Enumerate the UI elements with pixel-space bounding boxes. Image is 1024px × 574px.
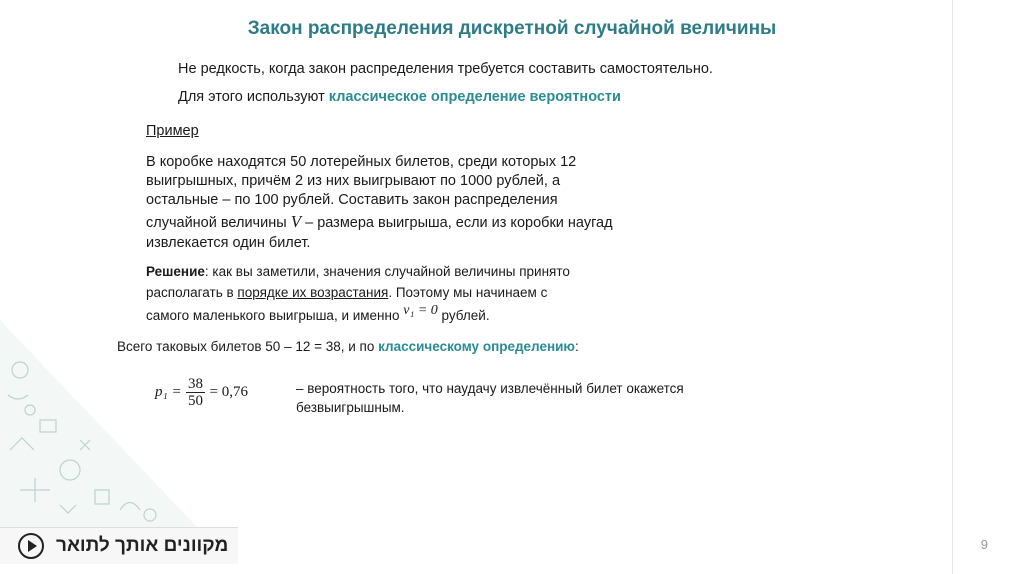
v1-equals-zero: v₁ = 0 [403, 303, 438, 318]
formula-rhs: = 0,76 [209, 384, 248, 400]
play-icon [18, 533, 44, 559]
total-tickets-line: Всего таковых билетов 50 – 12 = 38, и по классическому определению: [117, 339, 579, 354]
intro-line-1: Не редкость, когда закон распределения требуется составить самостоятельно. [178, 61, 713, 77]
intro-line-2: Для этого используют классическое определение вероятности [178, 89, 621, 105]
right-divider [952, 0, 953, 574]
solution-label: Решение [146, 264, 205, 279]
example-line-1: В коробке находятся 50 лотерейных билетов, среди которых 12 [146, 154, 577, 170]
classical-definition-term: классическое определение вероятности [328, 89, 621, 105]
solution-line-3: самого маленького выигрыша, и именно v₁ = 0 рублей. [146, 303, 490, 323]
example-line-4: случайной величины V – размера выигрыша, если из коробки наугад [146, 212, 613, 231]
formula-fraction [186, 376, 205, 409]
example-line-2: выигрышных, причём 2 из них выигрывают по 1000 рублей, а [146, 173, 561, 189]
ascending-order-term: порядке их возрастания [237, 285, 389, 300]
classical-definition-link-term: классическому определению [378, 339, 575, 354]
slide-title: Закон распределения дискретной случайной величины [247, 18, 777, 39]
brand-logo [0, 527, 238, 564]
fraction-denominator: 50 [188, 393, 204, 409]
variable-v: V [290, 212, 302, 231]
solution-line-1: Решение: как вы заметили, значения случайной величины принято [146, 264, 570, 279]
formula-lhs: p₁ = [155, 384, 182, 400]
probability-formula [155, 376, 248, 409]
logo-text: מקוונים אותך לתואר [56, 535, 229, 556]
probability-note-line-1: – вероятность того, что наудачу извлечённый билет окажется [296, 381, 684, 396]
fraction-numerator: 38 [188, 376, 204, 392]
page-number: 9 [980, 537, 988, 552]
decorative-doodle-pattern [0, 300, 200, 530]
example-line-3: остальные – по 100 рублей. Составить закон распределения [146, 192, 558, 208]
example-heading: Пример [146, 123, 199, 139]
probability-note-line-2: безвыигрышным. [296, 400, 405, 415]
example-line-5: извлекается один билет. [146, 235, 311, 251]
solution-line-2: располагать в порядке их возрастания. Поэтому мы начинаем с [146, 285, 548, 300]
